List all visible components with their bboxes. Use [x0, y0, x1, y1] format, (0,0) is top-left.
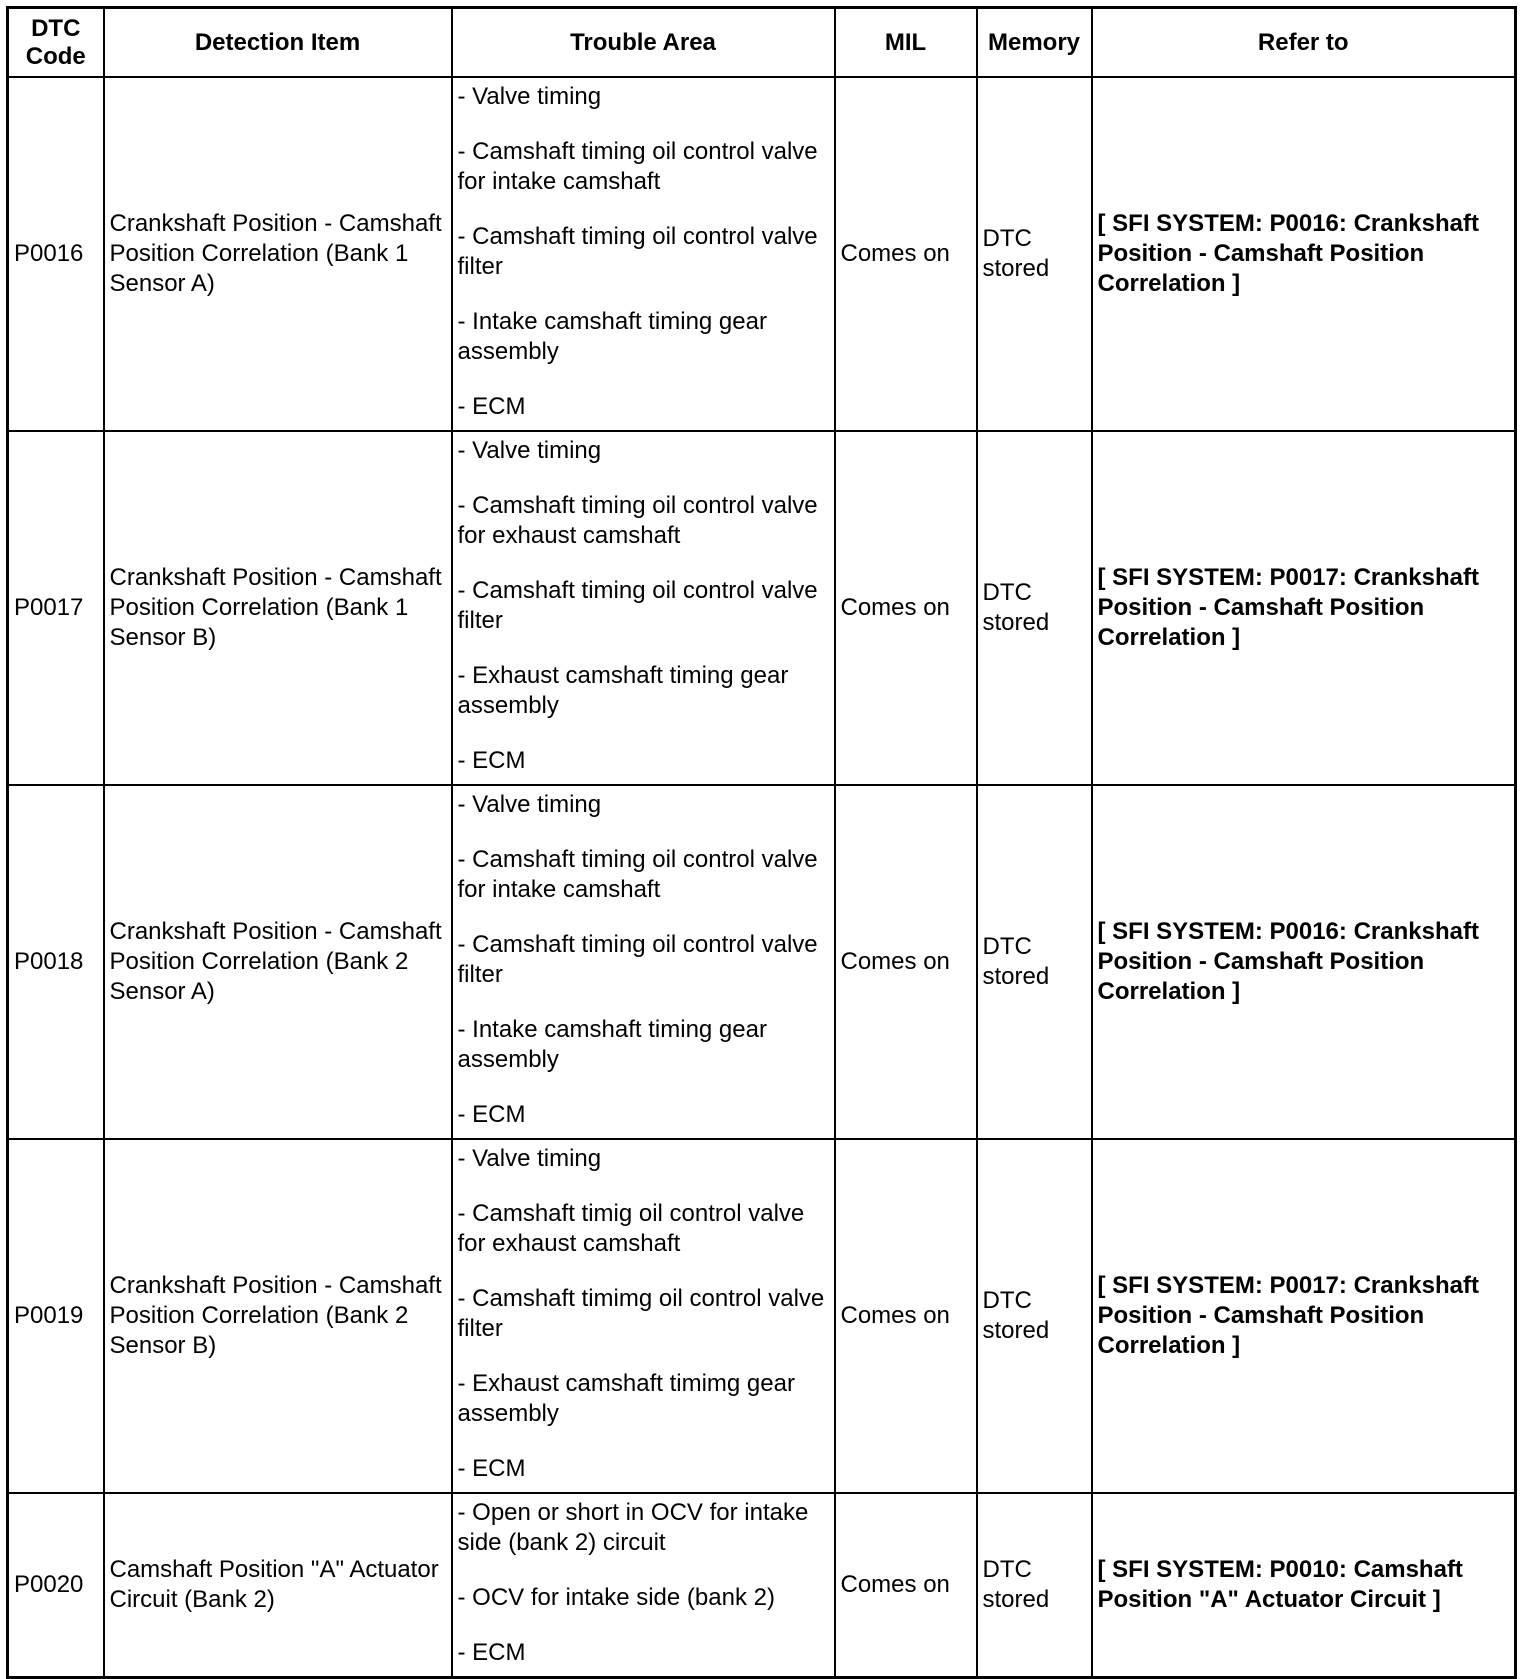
table-row — [8, 1493, 1516, 1677]
trouble-area-item: - OCV for intake side (bank 2) — [457, 1584, 775, 1611]
refer-to-link[interactable]: [ SFI SYSTEM: P0017: Crankshaft Position - Camshaft Position Correlation ] — [1092, 431, 1516, 785]
header-memory: Memory — [977, 8, 1092, 78]
trouble-area-item: - ECM — [457, 393, 526, 420]
refer-to-link[interactable]: [ SFI SYSTEM: P0016: Crankshaft Position - Camshaft Position Correlation ] — [1092, 77, 1516, 431]
trouble-area-item: - Intake camshaft timing gear assembly — [457, 308, 767, 365]
trouble-area-item: - Valve timing — [457, 791, 602, 818]
header-dtc-code: DTC Code — [8, 8, 104, 78]
trouble-area-cell — [452, 785, 835, 1139]
trouble-area-item: - ECM — [457, 1639, 526, 1666]
trouble-area-item: - Exhaust camshaft timimg gear assembly — [457, 1370, 795, 1427]
trouble-area-item: - Camshaft timing oil control valve filter — [457, 577, 818, 634]
trouble-area-cell — [452, 1139, 835, 1493]
trouble-area-item: - Exhaust camshaft timing gear assembly — [457, 662, 789, 719]
table-row — [8, 785, 1516, 1139]
dtc-code-cell: P0019 — [8, 1139, 104, 1493]
trouble-area-item: - Valve timing — [457, 1145, 602, 1172]
trouble-area-item: - Camshaft timing oil control valve for intake camshaft — [457, 846, 818, 903]
table-row — [8, 431, 1516, 785]
refer-to-link[interactable]: [ SFI SYSTEM: P0017: Crankshaft Position - Camshaft Position Correlation ] — [1092, 1139, 1516, 1493]
memory-cell: DTC stored — [977, 1139, 1092, 1493]
memory-cell: DTC stored — [977, 77, 1092, 431]
trouble-area-item: - Camshaft timing oil control valve filter — [457, 223, 818, 280]
mil-cell: Comes on — [835, 785, 977, 1139]
dtc-table — [6, 6, 1517, 1679]
trouble-area-item: - Camshaft timing oil control valve for intake camshaft — [457, 138, 818, 195]
header-detection-item: Detection Item — [104, 8, 452, 78]
dtc-code-cell: P0018 — [8, 785, 104, 1139]
trouble-area-item: - Camshaft timig oil control valve for exhaust camshaft — [457, 1200, 805, 1257]
trouble-area-item: - Intake camshaft timing gear assembly — [457, 1016, 767, 1073]
detection-item-cell: Crankshaft Position - Camshaft Position Correlation (Bank 1 Sensor A) — [104, 77, 452, 431]
detection-item-cell: Camshaft Position "A" Actuator Circuit (Bank 2) — [104, 1493, 452, 1677]
trouble-area-item: - Camshaft timing oil control valve filter — [457, 931, 818, 988]
table-row — [8, 77, 1516, 431]
dtc-code-cell: P0020 — [8, 1493, 104, 1677]
header-trouble-area: Trouble Area — [452, 8, 835, 78]
trouble-area-item: - ECM — [457, 747, 526, 774]
memory-cell: DTC stored — [977, 1493, 1092, 1677]
trouble-area-item: - ECM — [457, 1455, 526, 1482]
memory-cell: DTC stored — [977, 431, 1092, 785]
header-refer-to: Refer to — [1092, 8, 1516, 78]
memory-cell: DTC stored — [977, 785, 1092, 1139]
refer-to-link[interactable]: [ SFI SYSTEM: P0016: Crankshaft Position - Camshaft Position Correlation ] — [1092, 785, 1516, 1139]
detection-item-cell: Crankshaft Position - Camshaft Position Correlation (Bank 1 Sensor B) — [104, 431, 452, 785]
trouble-area-item: - Valve timing — [457, 83, 602, 110]
detection-item-cell: Crankshaft Position - Camshaft Position Correlation (Bank 2 Sensor A) — [104, 785, 452, 1139]
trouble-area-item: - Camshaft timimg oil control valve filter — [457, 1285, 825, 1342]
trouble-area-item: - Open or short in OCV for intake side (bank 2) circuit — [457, 1499, 809, 1556]
mil-cell: Comes on — [835, 431, 977, 785]
header-row — [8, 8, 1516, 78]
mil-cell: Comes on — [835, 1493, 977, 1677]
detection-item-cell: Crankshaft Position - Camshaft Position Correlation (Bank 2 Sensor B) — [104, 1139, 452, 1493]
dtc-code-cell: P0016 — [8, 77, 104, 431]
table-row — [8, 1139, 1516, 1493]
trouble-area-item: - Camshaft timing oil control valve for exhaust camshaft — [457, 492, 818, 549]
dtc-code-cell: P0017 — [8, 431, 104, 785]
trouble-area-cell — [452, 77, 835, 431]
trouble-area-cell — [452, 431, 835, 785]
mil-cell: Comes on — [835, 77, 977, 431]
trouble-area-item: - Valve timing — [457, 437, 602, 464]
header-mil: MIL — [835, 8, 977, 78]
mil-cell: Comes on — [835, 1139, 977, 1493]
refer-to-link[interactable]: [ SFI SYSTEM: P0010: Camshaft Position "A" Actuator Circuit ] — [1092, 1493, 1516, 1677]
trouble-area-cell — [452, 1493, 835, 1677]
trouble-area-item: - ECM — [457, 1101, 526, 1128]
